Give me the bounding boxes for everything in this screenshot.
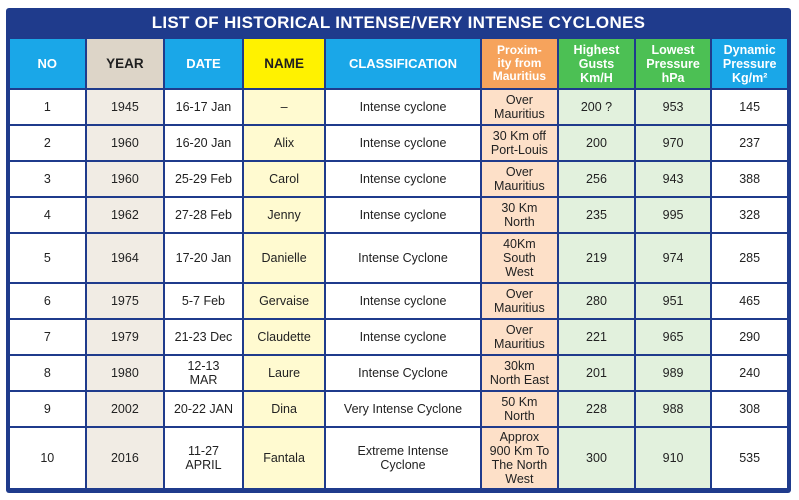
cell-classification: Extreme Intense Cyclone xyxy=(326,428,479,488)
header-year: YEAR xyxy=(87,39,164,88)
cell-dynamic-pressure: 240 xyxy=(712,356,787,390)
header-date: DATE xyxy=(165,39,242,88)
cell-lowest-pressure: 910 xyxy=(636,428,711,488)
table-row xyxy=(10,234,787,282)
cell-classification: Intense cyclone xyxy=(326,126,479,160)
cell-classification: Intense Cyclone xyxy=(326,234,479,282)
cell-classification: Intense cyclone xyxy=(326,162,479,196)
cell-no: 3 xyxy=(10,162,85,196)
cell-year: 1945 xyxy=(87,90,164,124)
cell-highest-gusts: 221 xyxy=(559,320,634,354)
header-highest-gusts: Highest Gusts Km/H xyxy=(559,39,634,88)
cell-lowest-pressure: 965 xyxy=(636,320,711,354)
cell-proximity: 30km North East xyxy=(482,356,558,390)
cell-no: 8 xyxy=(10,356,85,390)
cell-proximity: 40Km South West xyxy=(482,234,558,282)
header-lowest-pressure: Lowest Pressure hPa xyxy=(636,39,711,88)
cell-date: 5-7 Feb xyxy=(165,284,242,318)
cell-highest-gusts: 256 xyxy=(559,162,634,196)
cell-dynamic-pressure: 308 xyxy=(712,392,787,426)
cell-dynamic-pressure: 290 xyxy=(712,320,787,354)
table-row xyxy=(10,428,787,488)
cell-proximity: Over Mauritius xyxy=(482,90,558,124)
cell-classification: Intense cyclone xyxy=(326,284,479,318)
cell-year: 1960 xyxy=(87,162,164,196)
header-proximity: Proxim- ity from Mauritius xyxy=(482,39,558,88)
cell-date: 16-20 Jan xyxy=(165,126,242,160)
cell-date: 12-13 MAR xyxy=(165,356,242,390)
cell-year: 1979 xyxy=(87,320,164,354)
cell-dynamic-pressure: 145 xyxy=(712,90,787,124)
table-row xyxy=(10,392,787,426)
cell-date: 11-27 APRIL xyxy=(165,428,242,488)
cell-year: 1962 xyxy=(87,198,164,232)
table-row xyxy=(10,356,787,390)
cell-highest-gusts: 228 xyxy=(559,392,634,426)
cell-proximity: Over Mauritius xyxy=(482,284,558,318)
cell-name: Claudette xyxy=(244,320,325,354)
cell-lowest-pressure: 974 xyxy=(636,234,711,282)
cell-name: Laure xyxy=(244,356,325,390)
cell-classification: Intense cyclone xyxy=(326,198,479,232)
table-title: LIST OF HISTORICAL INTENSE/VERY INTENSE CYCLONES xyxy=(151,13,646,32)
cell-classification: Intense cyclone xyxy=(326,320,479,354)
cyclone-table xyxy=(8,37,789,490)
cell-name: Alix xyxy=(244,126,325,160)
cell-date: 20-22 JAN xyxy=(165,392,242,426)
table-row xyxy=(10,162,787,196)
cell-highest-gusts: 300 xyxy=(559,428,634,488)
header-row xyxy=(10,39,787,88)
cell-no: 10 xyxy=(10,428,85,488)
table-row xyxy=(10,284,787,318)
cell-name: Jenny xyxy=(244,198,325,232)
cell-name: Gervaise xyxy=(244,284,325,318)
cell-lowest-pressure: 943 xyxy=(636,162,711,196)
cell-classification: Intense cyclone xyxy=(326,90,479,124)
cell-dynamic-pressure: 285 xyxy=(712,234,787,282)
table-body xyxy=(10,90,787,488)
cell-dynamic-pressure: 465 xyxy=(712,284,787,318)
cell-year: 1975 xyxy=(87,284,164,318)
cell-name: – xyxy=(244,90,325,124)
cell-proximity: Approx 900 Km To The North West xyxy=(482,428,558,488)
cell-proximity: 30 Km off Port-Louis xyxy=(482,126,558,160)
cell-highest-gusts: 201 xyxy=(559,356,634,390)
cell-lowest-pressure: 953 xyxy=(636,90,711,124)
cell-no: 7 xyxy=(10,320,85,354)
cell-proximity: Over Mauritius xyxy=(482,162,558,196)
cell-highest-gusts: 200 xyxy=(559,126,634,160)
cell-highest-gusts: 219 xyxy=(559,234,634,282)
cell-lowest-pressure: 988 xyxy=(636,392,711,426)
cell-date: 21-23 Dec xyxy=(165,320,242,354)
cell-proximity: 50 Km North xyxy=(482,392,558,426)
cell-highest-gusts: 200 ? xyxy=(559,90,634,124)
cell-no: 6 xyxy=(10,284,85,318)
cell-date: 17-20 Jan xyxy=(165,234,242,282)
cyclone-table-panel xyxy=(6,8,791,493)
table-row xyxy=(10,90,787,124)
cell-year: 1980 xyxy=(87,356,164,390)
cell-year: 2016 xyxy=(87,428,164,488)
header-name: NAME xyxy=(244,39,325,88)
cell-date: 16-17 Jan xyxy=(165,90,242,124)
cell-lowest-pressure: 989 xyxy=(636,356,711,390)
cell-year: 2002 xyxy=(87,392,164,426)
cell-no: 4 xyxy=(10,198,85,232)
cell-no: 9 xyxy=(10,392,85,426)
table-header xyxy=(10,39,787,88)
table-row xyxy=(10,198,787,232)
cell-no: 5 xyxy=(10,234,85,282)
cell-no: 1 xyxy=(10,90,85,124)
cell-date: 25-29 Feb xyxy=(165,162,242,196)
cell-lowest-pressure: 970 xyxy=(636,126,711,160)
cell-proximity: Over Mauritius xyxy=(482,320,558,354)
cell-dynamic-pressure: 535 xyxy=(712,428,787,488)
cell-classification: Very Intense Cyclone xyxy=(326,392,479,426)
cell-highest-gusts: 235 xyxy=(559,198,634,232)
cell-name: Fantala xyxy=(244,428,325,488)
cell-proximity: 30 Km North xyxy=(482,198,558,232)
cell-classification: Intense Cyclone xyxy=(326,356,479,390)
cell-name: Danielle xyxy=(244,234,325,282)
header-classification: CLASSIFICATION xyxy=(326,39,479,88)
cell-lowest-pressure: 951 xyxy=(636,284,711,318)
cell-year: 1964 xyxy=(87,234,164,282)
header-dynamic-pressure: Dynamic Pressure Kg/m² xyxy=(712,39,787,88)
cell-year: 1960 xyxy=(87,126,164,160)
cell-lowest-pressure: 995 xyxy=(636,198,711,232)
cell-name: Carol xyxy=(244,162,325,196)
cell-no: 2 xyxy=(10,126,85,160)
cell-highest-gusts: 280 xyxy=(559,284,634,318)
header-no: NO xyxy=(10,39,85,88)
table-row xyxy=(10,126,787,160)
cell-date: 27-28 Feb xyxy=(165,198,242,232)
cell-dynamic-pressure: 237 xyxy=(712,126,787,160)
table-row xyxy=(10,320,787,354)
cell-name: Dina xyxy=(244,392,325,426)
cell-dynamic-pressure: 328 xyxy=(712,198,787,232)
cell-dynamic-pressure: 388 xyxy=(712,162,787,196)
